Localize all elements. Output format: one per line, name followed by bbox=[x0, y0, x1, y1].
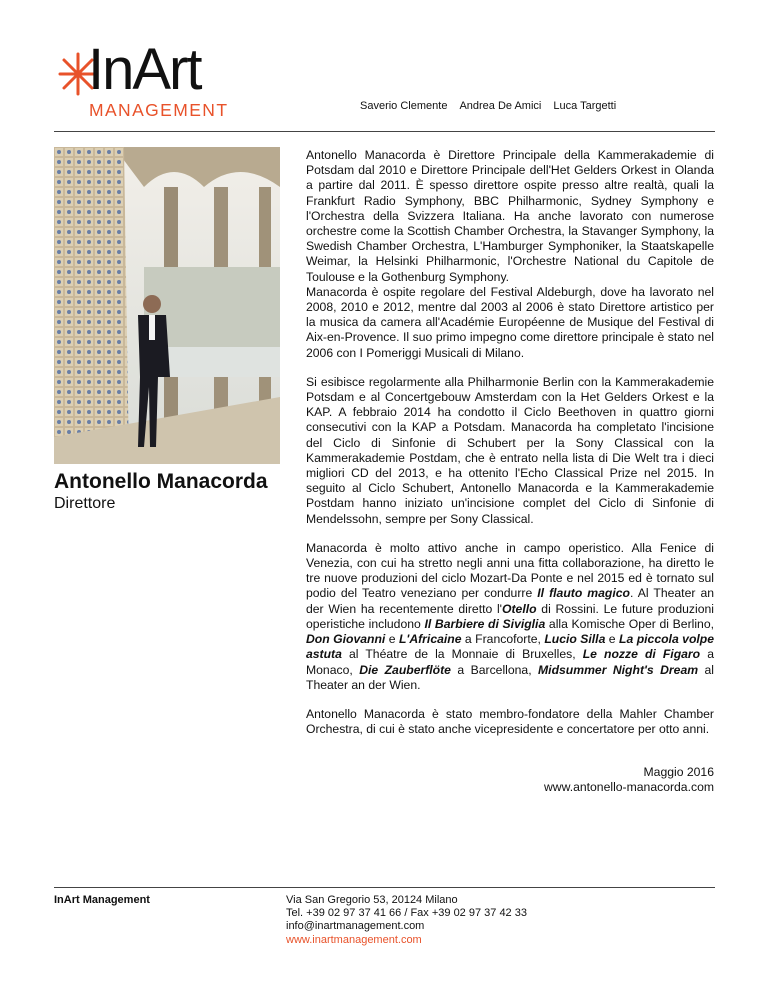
artist-website-link[interactable]: www.antonello-manacorda.com bbox=[543, 780, 714, 794]
partner-name: Luca Targetti bbox=[553, 100, 617, 112]
opera-title: Otello bbox=[502, 601, 537, 616]
opera-title: Die Zauberflöte bbox=[359, 662, 451, 677]
bio-paragraph: Antonello Manacorda è stato membro-fondatore della Mahler Chamber Orchestra, di cui è stato anche vicepresidente e concertatore per otto anni. bbox=[306, 706, 714, 737]
opera-title: Lucio Silla bbox=[544, 632, 606, 647]
logo-wordmark: InArt bbox=[88, 37, 201, 102]
artist-role: Direttore bbox=[54, 495, 116, 512]
footer-website-link[interactable]: www.inartmanagement.com bbox=[286, 933, 422, 946]
logo-subtitle: MANAGEMENT bbox=[89, 100, 229, 120]
inart-logo bbox=[58, 37, 268, 124]
opera-title: Il Barbiere di Siviglia bbox=[424, 616, 546, 631]
header-divider bbox=[54, 131, 715, 132]
opera-title: Midsummer Night's Dream bbox=[538, 662, 699, 677]
footer-divider bbox=[54, 887, 715, 888]
artist-name: Antonello Manacorda bbox=[54, 470, 268, 493]
footer-brand: InArt Management bbox=[54, 894, 150, 906]
footer-contact bbox=[286, 894, 527, 947]
bio-paragraph: Antonello Manacorda è Direttore Principale della Kammerakademie di Potsdam dal 2010 e Direttore Principale dell'Het Gelders Orkest in Olanda a partire dal 2011. È spesso direttore ospite presso altre realtà, quali la Frankfurt Radio Symphony, BBC Philharmonic, Sydney Symphony e l'Orchestra della Svizzera Italiana. Ha anche lavorato con numerose orchestre come la Scottish Chamber Orchestra, la Stavanger Symphony, la Swedish Chamber Orchestra, L'Hamburger Symphoniker, la Staatskapelle Weimar, la Helsinki Philharmonic, l'Orchestre National du Capitole de Toulouse e la Gothenburg Symphony. bbox=[306, 148, 714, 284]
dateline bbox=[544, 765, 714, 795]
opera-title: L'Africaine bbox=[398, 632, 462, 647]
footer-address: Via San Gregorio 53, 20124 Milano bbox=[286, 894, 458, 906]
footer-phone: Tel. +39 02 97 37 41 66 / Fax +39 02 97 37 42 33 bbox=[286, 907, 527, 920]
partner-name: Saverio Clemente bbox=[360, 100, 448, 112]
document-date: Maggio 2016 bbox=[643, 765, 714, 779]
bio-paragraph: Manacorda è ospite regolare del Festival Aldeburgh, dove ha lavorato nel 2008, 2010 e 2012, mentre dal 2003 al 2006 è stato Direttore artistico per la musica da camera all'Académie Européenne de Musique del Festival di Aix-en-Provence. Il suo primo impegno come direttore principale è stato nel 2006 con I Pomeriggi Musicali di Milano. bbox=[306, 284, 714, 360]
biography bbox=[306, 148, 714, 751]
opera-title: La piccola volpe astuta bbox=[306, 632, 715, 662]
bio-paragraph: Si esibisce regolarmente alla Philharmonie Berlin con la Kammerakademie Potsdam e al Concertgebouw Amsterdam con la Het Gelders Orkest e la KAP. A febbraio 2014 ha condotto il Ciclo Beethoven in quattro giorni consecutivi con la KAP a Potsdam. Manacorda ha completato l'incisione del Ciclo di Sinfonie di Schubert per la Sony Classical con la Kammerakademie Postdam, che è entrato nella lista di Die Welt tra i dieci migliori CD del 2013, e ha ottenito l'Echo Classical Prize nel 2015. In seguito al Ciclo Schubert, Antonello Manacorda e la Kammerakademie Postdam hanno iniziato un'incisione complet del Ciclo di Sinfonie di Mendelssohn, sempre per Sony Classical. bbox=[306, 374, 714, 526]
opera-title: Don Giovanni bbox=[306, 632, 386, 647]
artist-photo bbox=[54, 147, 280, 464]
partner-name: Andrea De Amici bbox=[459, 100, 542, 112]
opera-title: Le nozze di Figaro bbox=[582, 647, 701, 662]
partners-list bbox=[360, 100, 616, 112]
footer-email-link[interactable]: info@inartmanagement.com bbox=[286, 920, 425, 933]
opera-title: Il flauto magico bbox=[537, 586, 630, 601]
bio-paragraph-opera: Manacorda è molto attivo anche in campo operistico. Alla Fenice di Venezia, con cui ha stretto negli anni una fitta collaborazione, ha diretto le tre nuove produzioni del ciclo Mozart-Da Ponte e nel 2015 ed è tornato sul podio del Teatro veneziano per condurre Il flauto magico. Al Theater an der Wien ha recentemente diretto l'Otello di Rossini. Le future produzioni operistiche includono Il Barbiere di Siviglia alla Komische Oper di Berlino, Don Giovanni e L'Africaine a Francoforte, Lucio Silla e La piccola volpe astuta al Théatre de la Monnaie di Bruxelles, Le nozze di Figaro a Monaco, Die Zauberflöte a Barcellona, Midsummer Night's Dream al Theater an der Wien. bbox=[306, 540, 715, 692]
